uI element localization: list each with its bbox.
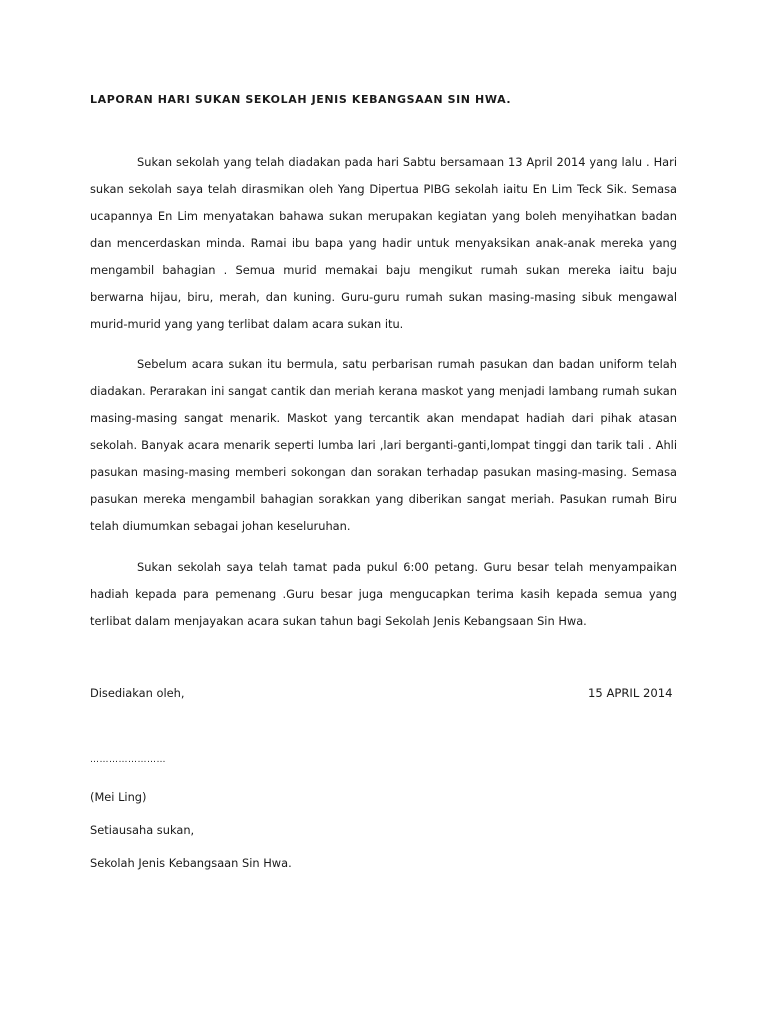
report-date: 15 APRIL 2014 <box>588 686 673 700</box>
paragraph-events: Sebelum acara sukan itu bermula, satu perbarisan rumah pasukan dan badan uniform telah diadakan. Perarakan ini sangat cantik dan meriah kerana maskot yang menjadi lambang rumah sukan masing-masing sangat menarik. Maskot yang tercantik akan mendapat hadiah dari pihak atasan sekolah. Banyak acara menarik seperti lumba lari ,lari berganti-ganti,lompat tinggi dan tarik tali . Ahli pasukan masing-masing memberi sokongan dan sorakan terhadap pasukan masing-masing. Semasa pasukan mereka mengambil bahagian sorakkan yang diberikan sangat meriah. Pasukan rumah Biru telah diumumkan sebagai johan keseluruhan. <box>90 357 677 533</box>
signer-position: Setiausaha sukan, <box>90 823 195 837</box>
report-title: LAPORAN HARI SUKAN SEKOLAH JENIS KEBANGSAAN SIN HWA. <box>90 93 512 106</box>
prepared-by-label: Disediakan oleh, <box>90 686 185 700</box>
signature-line: …………………… <box>90 755 166 765</box>
signer-name: (Mei Ling) <box>90 790 147 804</box>
signer-school: Sekolah Jenis Kebangsaan Sin Hwa. <box>90 856 292 870</box>
paragraph-closing: Sukan sekolah saya telah tamat pada pukul 6:00 petang. Guru besar telah menyampaikan hadiah kepada para pemenang .Guru besar juga mengucapkan terima kasih kepada semua yang terlibat dalam menjayakan acara sukan tahun bagi Sekolah Jenis Kebangsaan Sin Hwa. <box>90 560 677 628</box>
paragraph-opening: Sukan sekolah yang telah diadakan pada hari Sabtu bersamaan 13 April 2014 yang lalu . Hari sukan sekolah saya telah dirasmikan oleh Yang Dipertua PIBG sekolah iaitu En Lim Teck Sik. Semasa ucapannya En Lim menyatakan bahawa sukan merupakan kegiatan yang boleh menyihatkan badan dan mencerdaskan minda. Ramai ibu bapa yang hadir untuk menyaksikan anak-anak mereka yang mengambil bahagian . Semua murid memakai baju mengikut rumah sukan mereka iaitu baju berwarna hijau, biru, merah, dan kuning. Guru-guru rumah sukan masing-masing sibuk mengawal murid-murid yang yang terlibat dalam acara sukan itu. <box>90 155 677 331</box>
